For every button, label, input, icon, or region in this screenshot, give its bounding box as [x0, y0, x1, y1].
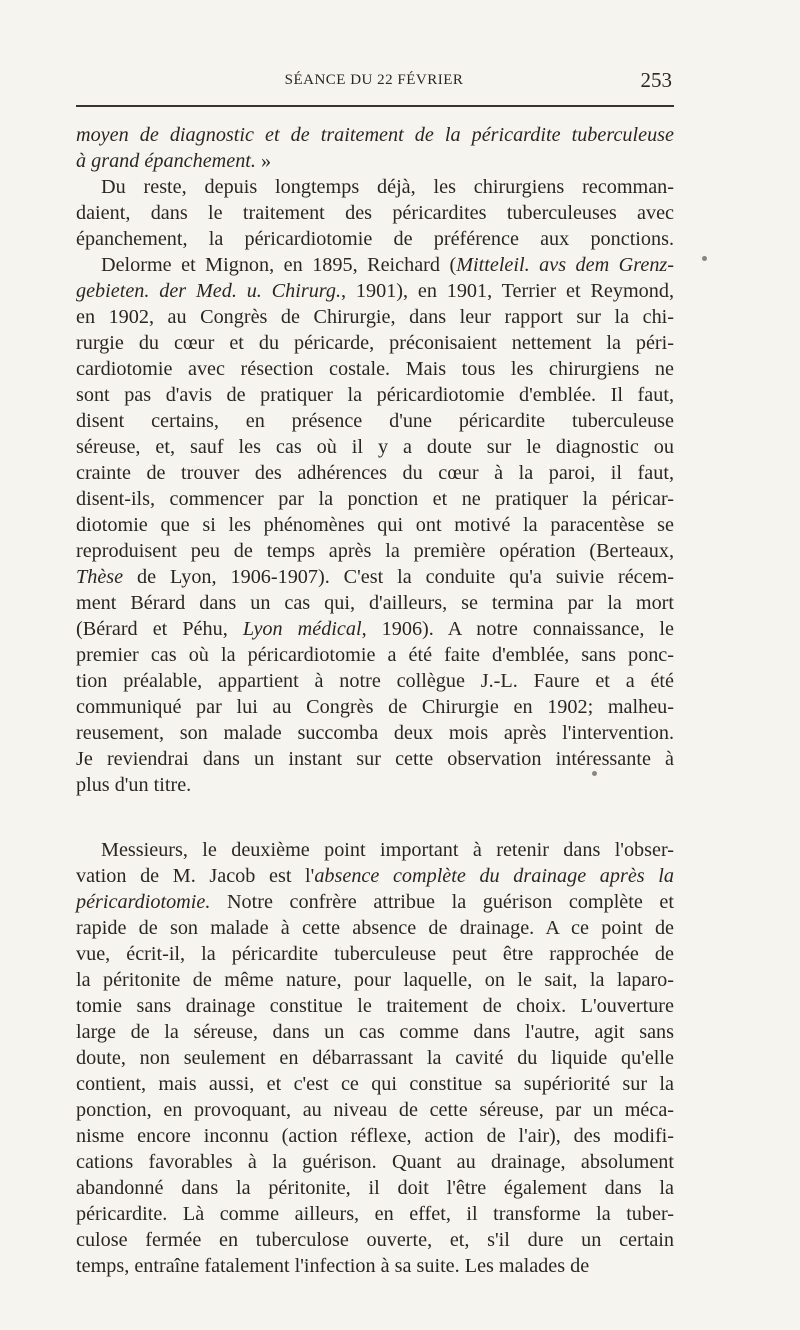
- text-run: vue, écrit-il, la péricardite tuberculeuse peut être rapprochée de: [76, 943, 674, 965]
- text-run: temps, entraîne fatalement l'infection à sa suite. Les malades de: [76, 1255, 590, 1277]
- text-line: [76, 512, 674, 538]
- italic-run: moyen de diagnostic et de traitement de la péricardite tuberculeuse: [76, 124, 674, 146]
- text-run: abandonné dans la péritonite, il doit l'être également dans la: [76, 1177, 674, 1199]
- text-run: Je reviendrai dans un instant sur cette observation intéressante à: [76, 748, 674, 770]
- text-line: [76, 1019, 674, 1045]
- text-run: , 1906). A notre connaissance, le: [361, 618, 675, 640]
- text-line: [76, 434, 674, 460]
- text-line: [76, 460, 674, 486]
- text-run: sont pas d'avis de pratiquer la péricardiotomie d'emblée. Il faut,: [76, 384, 674, 406]
- text-run: en 1902, au Congrès de Chirurgie, dans leur rapport sur la chi-: [76, 306, 674, 328]
- text-line: [76, 590, 674, 616]
- text-run: contient, mais aussi, et c'est ce qui constitue sa supériorité sur la: [76, 1073, 674, 1095]
- text-line: [76, 915, 674, 941]
- text-run: ponction, en provoquant, au niveau de cette séreuse, par un méca-: [76, 1099, 674, 1121]
- text-line: [76, 122, 674, 148]
- page-number: 253: [640, 68, 672, 92]
- text-line: [76, 642, 674, 668]
- italic-run: gebieten. der Med. u. Chirurg.: [76, 280, 342, 302]
- text-line: [76, 356, 674, 382]
- italic-run: péricardiotomie.: [76, 891, 211, 913]
- text-run: tomie sans drainage constitue le traitement de choix. L'ouverture: [76, 995, 674, 1017]
- italic-run: Lyon médical: [242, 618, 362, 640]
- italic-run: Thèse: [76, 566, 124, 588]
- header-rule: [76, 105, 674, 107]
- text-run: daient, dans le traitement des péricardites tuberculeuses avec: [76, 202, 674, 224]
- text-line: [76, 837, 674, 863]
- text-line: [76, 694, 674, 720]
- text-line: [76, 941, 674, 967]
- paragraph-gap: [76, 798, 674, 837]
- text-line: [76, 382, 674, 408]
- text-line: [76, 1097, 674, 1123]
- text-run: reproduisent peu de temps après la première opération (Berteaux,: [76, 540, 674, 562]
- text-run: culose fermée en tuberculose ouverte, et, s'il dure un certain: [76, 1229, 674, 1251]
- text-run: communiqué par lui au Congrès de Chirurgie en 1902; malheu-: [76, 696, 674, 718]
- body-text: [76, 122, 674, 1279]
- text-line: [76, 616, 674, 642]
- text-run: vation de M. Jacob est l': [76, 865, 315, 887]
- text-line: [76, 408, 674, 434]
- text-run: »: [255, 150, 272, 172]
- text-line: [76, 330, 674, 356]
- text-line: [76, 1227, 674, 1253]
- text-line: [76, 1045, 674, 1071]
- running-title: SÉANCE DU 22 FÉVRIER: [284, 72, 464, 88]
- text-run: reusement, son malade succomba deux mois après l'intervention.: [76, 722, 674, 744]
- text-line: [76, 1071, 674, 1097]
- text-line: [76, 538, 674, 564]
- text-run: la péritonite de même nature, pour laquelle, on le sait, la laparo-: [76, 969, 674, 991]
- text-run: disent certains, en présence d'une péricardite tuberculeuse: [76, 410, 674, 432]
- text-run: rapide de son malade à cette absence de drainage. A ce point de: [76, 917, 674, 939]
- text-line: [76, 746, 674, 772]
- text-line: [76, 200, 674, 226]
- text-run: cardiotomie avec résection costale. Mais tous les chirurgiens ne: [76, 358, 674, 380]
- text-run: séreuse, et, sauf les cas où il y a doute sur le diagnostic ou: [76, 436, 674, 458]
- text-line: [76, 252, 674, 278]
- text-line: [76, 1149, 674, 1175]
- text-run: plus d'un titre.: [76, 774, 192, 796]
- text-run: Delorme et Mignon, en 1895, Reichard (: [101, 254, 457, 276]
- text-line: [76, 967, 674, 993]
- text-line: [76, 226, 674, 252]
- print-speck: [592, 771, 597, 776]
- text-run: ment Bérard dans un cas qui, d'ailleurs, se termina par la mort: [76, 592, 674, 614]
- text-line: [76, 148, 674, 174]
- text-run: crainte de trouver des adhérences du cœur à la paroi, il faut,: [76, 462, 674, 484]
- text-run: diotomie que si les phénomènes qui ont motivé la paracentèse se: [76, 514, 674, 536]
- text-line: [76, 1201, 674, 1227]
- text-line: [76, 668, 674, 694]
- italic-run: absence complète du drainage après la: [314, 865, 674, 887]
- text-run: tion préalable, appartient à notre collègue J.-L. Faure et a été: [76, 670, 674, 692]
- text-run: péricardite. Là comme ailleurs, en effet, il transforme la tuber-: [76, 1203, 674, 1225]
- text-run: nisme encore inconnu (action réflexe, action de l'air), des modifi-: [76, 1125, 674, 1147]
- text-run: doute, non seulement en débarrassant la cavité du liquide qu'elle: [76, 1047, 674, 1069]
- text-line: [76, 863, 674, 889]
- text-line: [76, 278, 674, 304]
- text-line: [76, 1253, 674, 1279]
- text-run: Notre confrère attribue la guérison complète et: [210, 891, 674, 913]
- text-run: (Bérard et Péhu,: [76, 618, 243, 640]
- text-run: disent-ils, commencer par la ponction et ne pratiquer la péricar-: [76, 488, 674, 510]
- text-run: Du reste, depuis longtemps déjà, les chirurgiens recomman-: [101, 176, 674, 198]
- text-run: premier cas où la péricardiotomie a été faite d'emblée, sans ponc-: [76, 644, 674, 666]
- text-run: , 1901), en 1901, Terrier et Reymond,: [341, 280, 674, 302]
- text-line: [76, 564, 674, 590]
- text-line: [76, 720, 674, 746]
- italic-run: à grand épanchement.: [76, 150, 256, 172]
- text-line: [76, 889, 674, 915]
- print-speck: [702, 256, 707, 261]
- text-run: cations favorables à la guérison. Quant au drainage, absolument: [76, 1151, 674, 1173]
- italic-run: Mitteleil. avs dem Grenz-: [456, 254, 674, 276]
- text-line: [76, 1175, 674, 1201]
- text-line: [76, 772, 674, 798]
- text-run: Messieurs, le deuxième point important à retenir dans l'obser-: [101, 839, 674, 861]
- text-line: [76, 486, 674, 512]
- text-line: [76, 1123, 674, 1149]
- text-line: [76, 174, 674, 200]
- text-line: [76, 993, 674, 1019]
- text-run: rurgie du cœur et du péricarde, préconisaient nettement la péri-: [76, 332, 674, 354]
- text-run: large de la séreuse, dans un cas comme dans l'autre, agit sans: [76, 1021, 674, 1043]
- text-run: de Lyon, 1906-1907). C'est la conduite qu'a suivie récem-: [123, 566, 674, 588]
- text-line: [76, 304, 674, 330]
- text-run: épanchement, la péricardiotomie de préférence aux ponctions.: [76, 228, 674, 250]
- page-header: [76, 68, 672, 94]
